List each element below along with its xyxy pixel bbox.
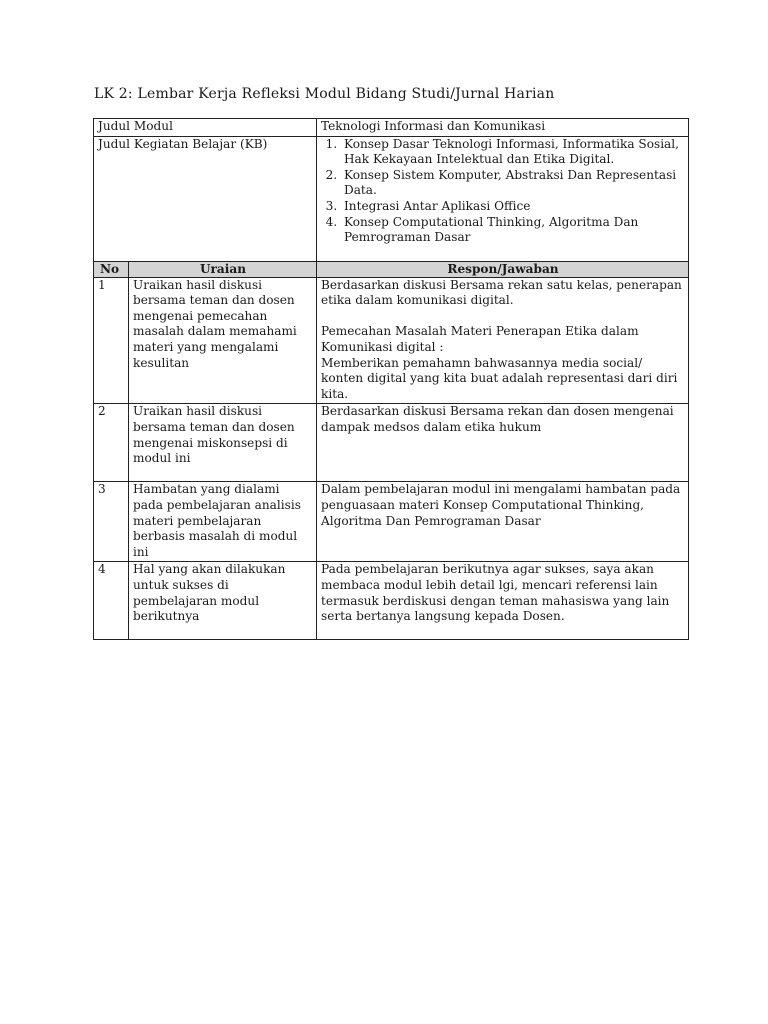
module-title-value: Teknologi Informasi dan Komunikasi xyxy=(317,119,689,137)
respon-paragraph: Pada pembelajaran berikutnya agar sukses, saya akan membaca modul lebih detail lgi, mencari referensi lain termasuk berdiskusi dengan teman mahasiswa yang lain serta bertanya langsung kepada Dosen. xyxy=(321,562,670,624)
row-number: 4 xyxy=(94,562,129,640)
table-row xyxy=(94,482,689,562)
reflection-worksheet-table xyxy=(93,118,689,640)
respon-paragraph: Berdasarkan diskusi Bersama rekan satu kelas, penerapan etika dalam komunikasi digital. xyxy=(321,277,682,308)
learning-activity-item: 1. Konsep Dasar Teknologi Informasi, Informatika Sosial, Hak Kekayaan Intelektual dan Etika Digital. xyxy=(341,137,685,168)
row-uraian: Hambatan yang dialami pada pembelajaran analisis materi pembelajaran berbasis masalah di modul ini xyxy=(129,482,317,562)
row-number: 3 xyxy=(94,482,129,562)
row-number: 2 xyxy=(94,404,129,482)
row-uraian: Hal yang akan dilakukan untuk sukses di pembelajaran modul berikutnya xyxy=(129,562,317,640)
table-row xyxy=(94,277,689,404)
respon-paragraph: Memberikan pemahamn bahwasannya media social/ konten digital yang kita buat adalah representasi dari diri kita. xyxy=(321,355,678,401)
row-respon xyxy=(317,277,689,404)
row-respon xyxy=(317,482,689,562)
module-title-label: Judul Modul xyxy=(94,119,317,137)
respon-paragraph: Pemecahan Masalah Materi Penerapan Etika dalam Komunikasi digital : xyxy=(321,324,639,354)
learning-activity-list xyxy=(321,137,685,246)
row-respon xyxy=(317,562,689,640)
respon-paragraph: Berdasarkan diskusi Bersama rekan dan dosen mengenai dampak medsos dalam etika hukum xyxy=(321,404,674,434)
learning-activity-label: Judul Kegiatan Belajar (KB) xyxy=(94,136,317,261)
learning-activity-item: 3. Integrasi Antar Aplikasi Office xyxy=(341,199,685,215)
header-uraian: Uraian xyxy=(129,261,317,277)
learning-activity-list-cell xyxy=(317,136,689,261)
module-title-row xyxy=(94,119,689,137)
table-header-row xyxy=(94,261,689,277)
header-no: No xyxy=(94,261,129,277)
learning-activity-item: 4. Konsep Computational Thinking, Algoritma Dan Pemrograman Dasar xyxy=(341,215,685,246)
row-uraian: Uraikan hasil diskusi bersama teman dan dosen mengenai miskonsepsi di modul ini xyxy=(129,404,317,482)
page-title: LK 2: Lembar Kerja Refleksi Modul Bidang Studi/Jurnal Harian xyxy=(94,86,555,102)
table-row xyxy=(94,404,689,482)
table-row xyxy=(94,562,689,640)
row-respon xyxy=(317,404,689,482)
row-number: 1 xyxy=(94,277,129,404)
learning-activity-item: 2. Konsep Sistem Komputer, Abstraksi Dan Representasi Data. xyxy=(341,168,685,199)
row-uraian: Uraikan hasil diskusi bersama teman dan dosen mengenai pemecahan masalah dalam memahami materi yang mengalami kesulitan xyxy=(129,277,317,404)
learning-activity-row xyxy=(94,136,689,261)
respon-paragraph: Dalam pembelajaran modul ini mengalami hambatan pada penguasaan materi Konsep Computational Thinking, Algoritma Dan Pemrograman Dasar xyxy=(321,482,681,528)
header-respon: Respon/Jawaban xyxy=(317,261,689,277)
